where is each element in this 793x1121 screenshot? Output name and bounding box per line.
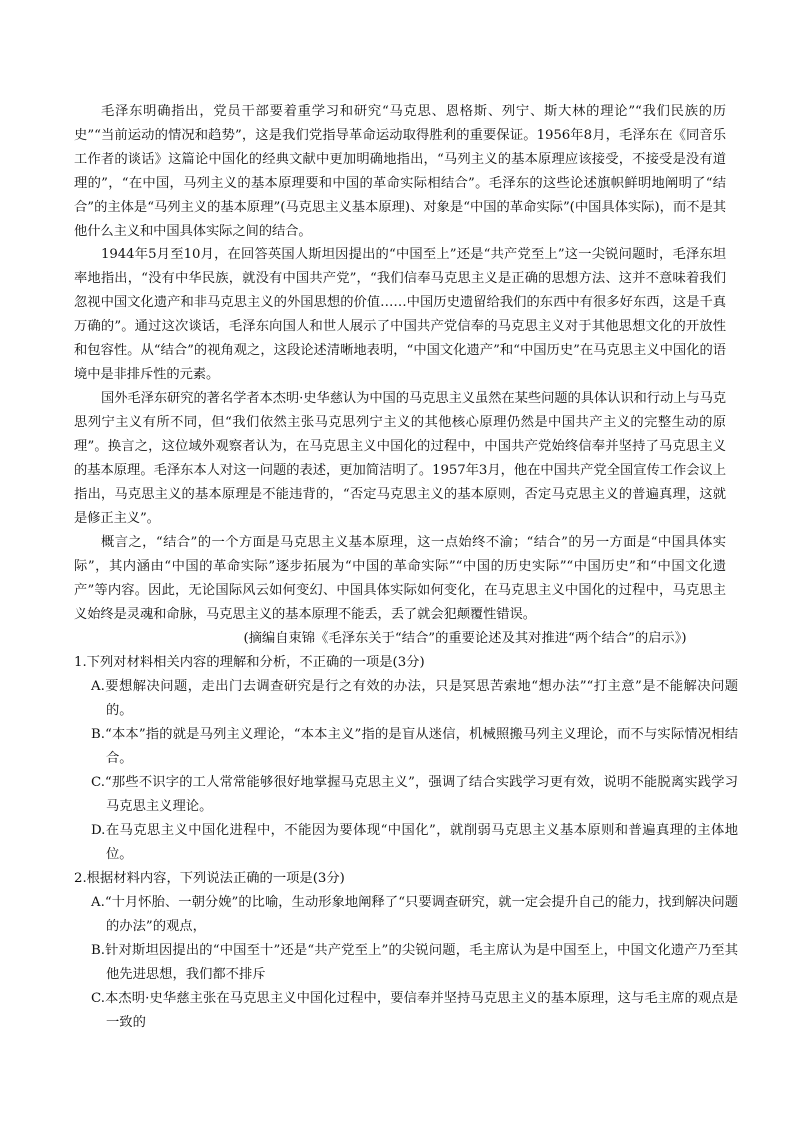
article-paragraph-3: 国外毛泽东研究的著名学者本杰明·史华慈认为中国的马克思主义虽然在某些问题的具体认识和行动上与马克思列宁主义有所不同，但“我们依然主张马克思列宁主义的其他核心原理仍然是中国共产主义的完整生动的原理”。换言之，这位域外观察者认为，在马克思主义中国化的过程中，中国共产党始终信奉并坚持了马克思主义的基本原理。毛泽东本人对这一问题的表述，更加简洁明了。1957年3月，他在中国共产党全国宣传工作会议上指出，马克思主义的基本原理是不能违背的，“否定马克思主义的基本原则，否定马克思主义的普遍真理，这就是修正主义”。 xyxy=(74,391,726,526)
question-1-option-c: C.“那些不识字的工人常常能够很好地掌握马克思主义”，强调了结合实践学习更有效，说明不能脱离实践学习马克思主义理论。 xyxy=(91,775,738,814)
article-source: (摘编自束锦《毛泽东关于“结合”的重要论述及其对推进“两个结合”的启示》) xyxy=(243,631,687,646)
question-1-option-d: D.在马克思主义中国化进程中，不能因为要体现“中国化”，就削弱马克思主义基本原则和普遍真理的主体地位。 xyxy=(91,823,738,862)
question-2-option-c: C.本杰明·史华慈主张在马克思主义中国化过程中，要信奉并坚持马克思主义的基本原理，这与毛主席的观点是一致的 xyxy=(91,991,738,1030)
question-1-stem: 1.下列对材料相关内容的理解和分析，不正确的一项是(3分) xyxy=(74,655,425,670)
article-paragraph-4: 概言之，“结合”的一个方面是马克思主义基本原理，这一点始终不渝；“结合”的另一方面是“中国具体实际”，其内涵由“中国的革命实际”逐步拓展为“中国的革命实际”“中国的历史实际”“中国历史”和“中国文化遗产”等内容。因此，无论国际风云如何变幻、中国具体实际如何变化，在马克思主义中国化的过程中，马克思主义始终是灵魂和命脉，马克思主义的基本原理不能丢，丢了就会犯颠覆性错误。 xyxy=(74,535,726,622)
article-paragraph-2: 1944年5月至10月，在回答英国人斯坦因提出的“中国至上”还是“共产党至上”这一尖锐问题时，毛泽东坦率地指出，“没有中华民族，就没有中国共产党”，“我们信奉马克思主义是正确的思想方法、这并不意味着我们忽视中国文化遗产和非马克思主义的外国思想的价值……中国历史遗留给我们的东西中有很多好东西，这是千真万确的”。通过这次谈话，毛泽东向国人和世人展示了中国共产党信奉的马克思主义对于其他思想文化的开放性和包容性。从“结合”的视角观之，这段论述清晰地表明，“中国文化遗产”和“中国历史”在马克思主义中国化的语境中是非排斥性的元素。 xyxy=(74,247,726,382)
question-2-option-b: B.针对斯坦因提出的“中国至十”还是“共产党至上”的尖锐问题，毛主席认为是中国至上，中国文化遗产乃至其他先进思想，我们都不排斥 xyxy=(91,943,738,982)
question-1-option-b: B.“本本”指的就是马列主义理论，“本本主义”指的是盲从迷信，机械照搬马列主义理论，而不与实际情况相结合。 xyxy=(91,727,738,766)
question-2-stem: 2.根据材料内容，下列说法正确的一项是(3分) xyxy=(74,871,345,886)
question-2-option-a: A.“十月怀胎、一朝分娩”的比喻，生动形象地阐释了“只要调查研究，就一定会提升自己的能力，找到解决问题的办法”的观点， xyxy=(91,895,738,934)
question-1-option-a: A.要想解决问题，走出门去调查研究是行之有效的办法，只是冥思苦索地“想办法”“打主意”是不能解决问题的。 xyxy=(91,679,738,718)
article-paragraph-1: 毛泽东明确指出，党员干部要着重学习和研究“马克思、恩格斯、列宁、斯大林的理论”“我们民族的历史”“当前运动的情况和趋势”，这是我们党指导革命运动取得胜利的重要保证。1956年8月，毛泽东在《同音乐工作者的谈话》这篇论中国化的经典文献中更加明确地指出，“马列主义的基本原理应该接受，不接受是没有道理的”，“在中国，马列主义的基本原理要和中国的革命实际相结合”。毛泽东的这些论述旗帜鲜明地阐明了“结合”的主体是“马列主义的基本原理”(马克思主义基本原理)、对象是“中国的革命实际”(中国具体实际)，而不是其他什么主义和中国具体实际之间的结合。 xyxy=(74,104,726,239)
